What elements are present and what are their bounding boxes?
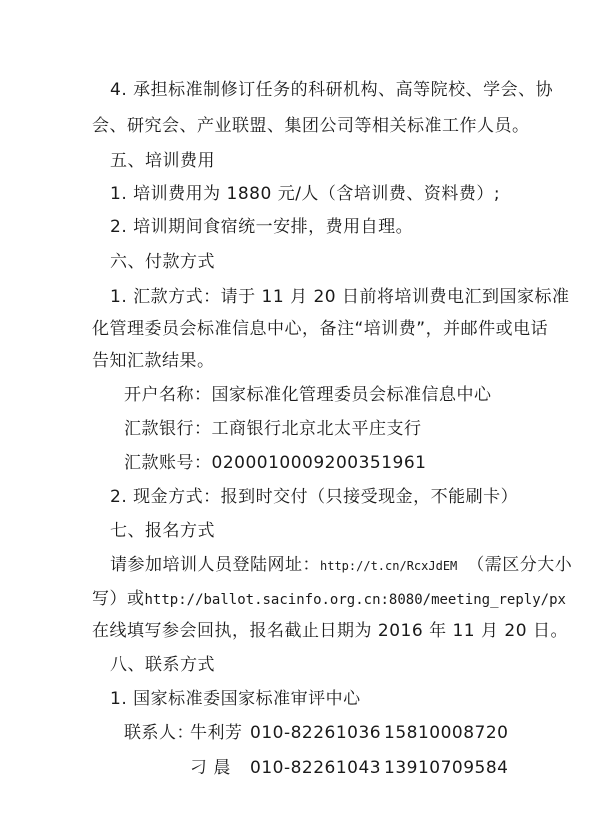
contact-phone: 010-82261036 bbox=[250, 723, 382, 743]
contact-mobile: 15810008720 bbox=[384, 723, 509, 743]
registration-url-link[interactable]: http://ballot.sacinfo.org.cn:8080/meeting_reply/px bbox=[144, 592, 566, 608]
section6-heading: 六、付款方式 bbox=[110, 252, 215, 272]
section5-item1: 1. 培训费用为 1880 元/人（含培训费、资料费）; bbox=[110, 184, 501, 204]
item4-line2: 会、研究会、产业联盟、集团公司等相关标准工作人员。 bbox=[92, 116, 530, 136]
account-number-value: 0200010009200351961 bbox=[211, 453, 427, 473]
section5-heading: 五、培训费用 bbox=[110, 151, 215, 171]
section5-item2: 2. 培训期间食宿统一安排，费用自理。 bbox=[110, 217, 414, 237]
register-prompt: 请参加培训人员登陆网址： bbox=[110, 555, 320, 575]
section6-item1-line1: 1. 汇款方式：请于 11 月 20 日前将培训费电汇到国家标准 bbox=[110, 287, 570, 307]
section7-line2 bbox=[92, 588, 566, 611]
account-number-line bbox=[124, 452, 427, 474]
contact-name: 刁 晨 bbox=[190, 758, 231, 778]
contact-label: 联系人： bbox=[124, 723, 194, 743]
section7-line3: 在线填写参会回执，报名截止日期为 2016 年 11 月 20 日。 bbox=[92, 621, 568, 641]
contact-name: 牛利芳 bbox=[190, 723, 243, 743]
section6-item2: 2. 现金方式：报到时交付（只接受现金，不能刷卡） bbox=[110, 487, 519, 507]
bank-line: 汇款银行：工商银行北京北太平庄支行 bbox=[124, 419, 422, 439]
section7-line1 bbox=[110, 554, 572, 577]
account-number-label: 汇款账号： bbox=[124, 453, 212, 473]
or-text: 写）或 bbox=[92, 589, 145, 609]
contact-mobile: 13910709584 bbox=[384, 758, 509, 778]
section7-heading: 七、报名方式 bbox=[110, 521, 215, 541]
section6-item1-line2: 化管理委员会标准信息中心，备注“培训费”，并邮件或电话 bbox=[92, 319, 549, 339]
contact-phone: 010-82261043 bbox=[250, 758, 382, 778]
section8-item1: 1. 国家标准委国家标准审评中心 bbox=[110, 689, 361, 709]
section6-item1-line3: 告知汇款结果。 bbox=[92, 351, 215, 371]
case-note-start: （需区分大小 bbox=[467, 555, 573, 575]
section8-heading: 八、联系方式 bbox=[110, 655, 215, 675]
account-name-line: 开户名称：国家标准化管理委员会标准信息中心 bbox=[124, 385, 492, 405]
item4-line1: 4. 承担标准制修订任务的科研机构、高等院校、学会、协 bbox=[110, 80, 554, 100]
short-url-link[interactable]: http://t.cn/RcxJdEM bbox=[320, 559, 458, 573]
